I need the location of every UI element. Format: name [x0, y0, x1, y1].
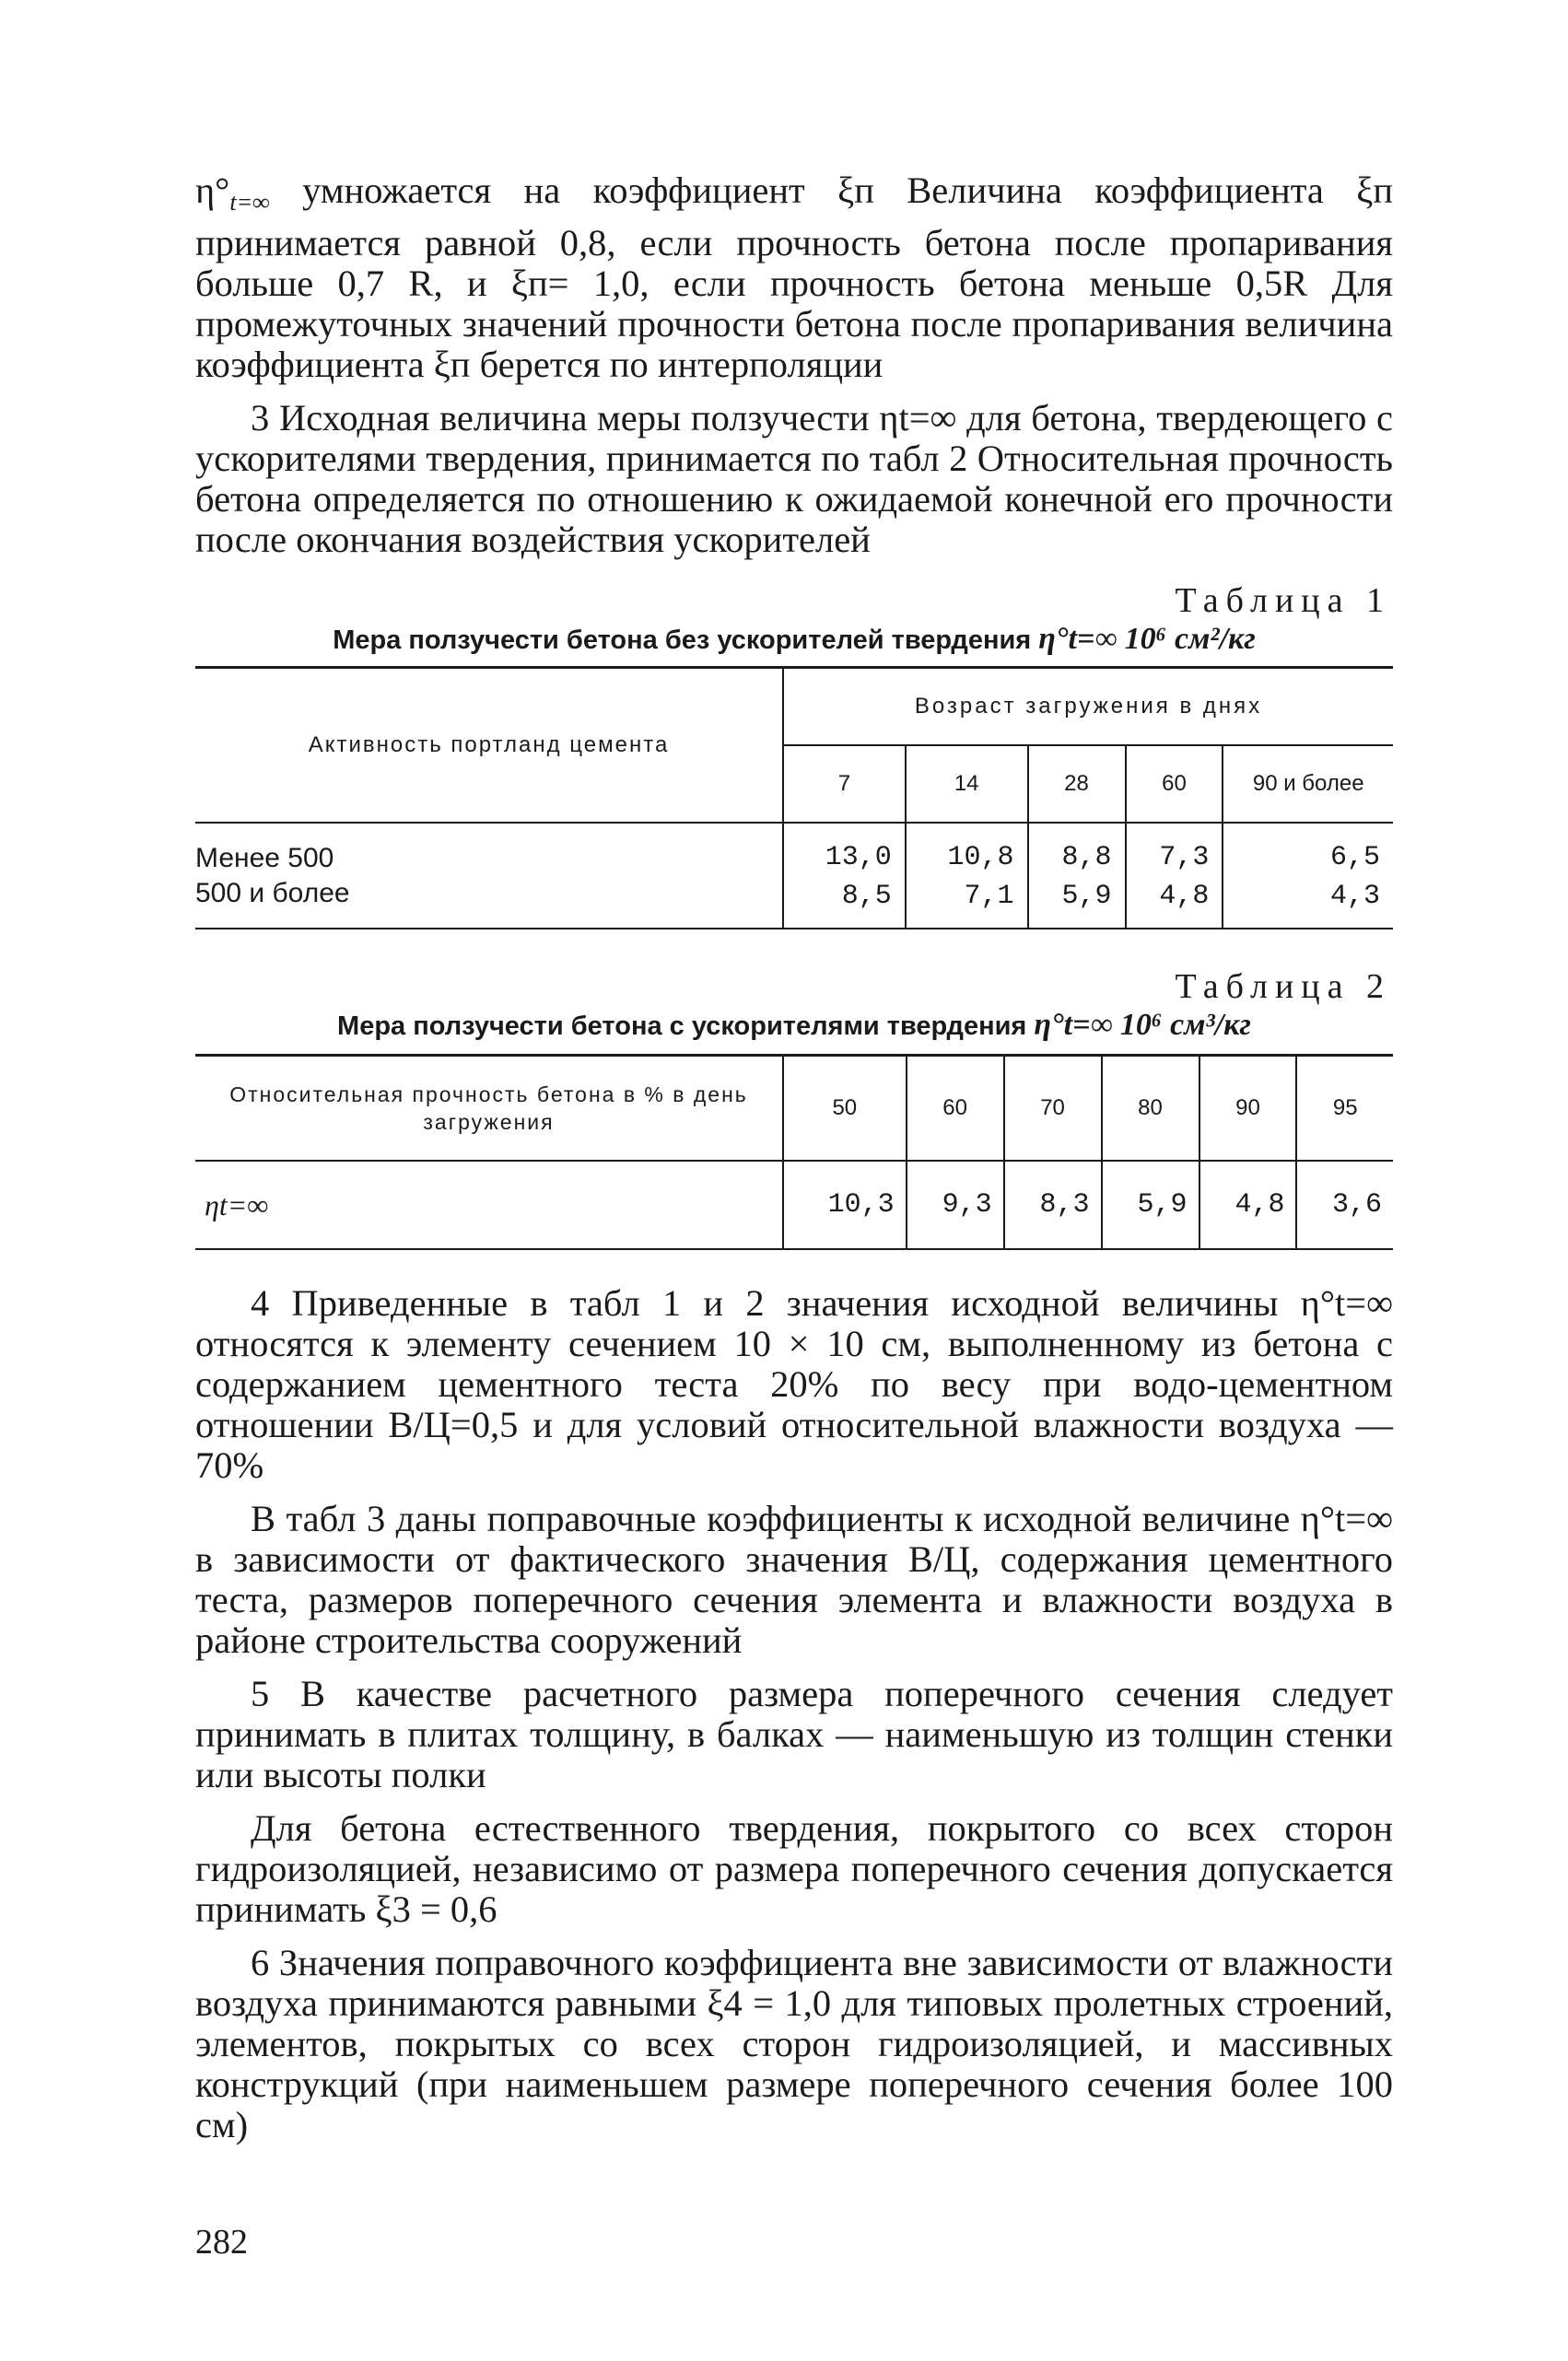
table2-column-header: 70 [1004, 1056, 1102, 1162]
paragraph-3: 4 Приведенные в табл 1 и 2 значения исходной величины η°t=∞ относятся к элементу сечением 10 × 10 см, выполненному из бетона с содержанием цементного теста 20% по весу при водо-цементном отношении В/Ц=0,5 и для условий относительной влажности воздуха — 70% [195, 1282, 1393, 1486]
table1-group-header: Возраст загружения в днях [783, 668, 1393, 746]
table1-cell: 8,8 [1028, 823, 1126, 876]
table2-column-header: 95 [1296, 1056, 1393, 1162]
table1-row-header: Активность портланд цемента [195, 668, 783, 824]
table2-column-header: 50 [783, 1056, 907, 1162]
table1-cell: 4,8 [1126, 876, 1223, 929]
paragraph-1 [195, 170, 1393, 385]
table2-cell: 9,3 [907, 1161, 1004, 1249]
table2-cell: 4,8 [1199, 1161, 1297, 1249]
table1-caption: Таблица 1 [1175, 581, 1391, 620]
table2 [195, 1054, 1393, 1250]
table2-title-symbol: η°t=∞ [1034, 1008, 1113, 1042]
paragraph-2: 3 Исходная величина меры ползучести ηt=∞ для бетона, твердеющего с ускорителями твердения, принимается по табл 2 Относительная прочность бетона определяется по отношению к ожидаемой конечной его прочности после окончания воздействия ускорителей [195, 397, 1393, 560]
paragraph-7: 6 Значения поправочного коэффициента вне зависимости от влажности воздуха принимаются равными ξ4 = 1,0 для типовых пролетных строений, элементов, покрытых со всех сторон гидроизоляцией, и массивных конструкций (при наименьшем размере поперечного сечения более 100 см) [195, 1942, 1393, 2145]
table2-cell: 3,6 [1331, 1189, 1382, 1221]
table1-age: 60 [1126, 745, 1223, 823]
table2-column-header: 80 [1102, 1056, 1199, 1162]
table-row [195, 876, 1393, 929]
table1-row-label: 500 и более [195, 876, 783, 929]
table1-cell: 7,1 [906, 876, 1028, 929]
table1-age: 14 [906, 745, 1028, 823]
table2-cell: 5,9 [1102, 1161, 1199, 1249]
table1-cell: 4,3 [1329, 880, 1380, 912]
table1-age: 90 и более [1252, 771, 1364, 796]
table1-age: 7 [783, 745, 906, 823]
table2-column-header: 60 [907, 1056, 1004, 1162]
table1-title-symbol: η°t=∞ [1038, 622, 1117, 656]
table1-cell: 13,0 [783, 823, 906, 876]
table1-cell: 10,8 [906, 823, 1028, 876]
table2-cell: 10,3 [783, 1161, 907, 1249]
table2-column-header: 90 [1199, 1056, 1297, 1162]
paragraph-5: 5 В качестве расчетного размера поперечного сечения следует принимать в плитах толщину, в балках — наименьшую из толщин стенки или высоты полки [195, 1673, 1393, 1795]
page-number: 282 [195, 2223, 248, 2262]
table1-cell: 8,5 [783, 876, 906, 929]
paragraph-4: В табл 3 даны поправочные коэффициенты к исходной величине η°t=∞ в зависимости от фактического значения В/Ц, содержания цементного теста, размеров поперечного сечения элемента и влажности воздуха в районе строительства сооружений [195, 1498, 1393, 1661]
table1-title-unit: 10⁶ см²/кг [1124, 622, 1256, 656]
table2-row-label: ηt=∞ [195, 1161, 783, 1249]
table-row [195, 1161, 1393, 1249]
page-content [195, 170, 1393, 2145]
table1-age: 28 [1028, 745, 1126, 823]
table1-row-label: Менее 500 [195, 823, 783, 876]
paragraph-1-text: умножается на коэффициент ξп Величина коэффициента ξп принимается равной 0,8, если прочность бетона после пропаривания больше 0,7 R, и ξп= 1,0, если прочность бетона меньше 0,5R Для промежуточных значений прочности бетона после пропаривания величина коэффициента ξп берется по интерполяции [195, 169, 1394, 385]
table1-cell: 5,9 [1028, 876, 1126, 929]
table2-title [195, 1007, 1393, 1045]
table2-title-unit: 10⁶ см³/кг [1119, 1008, 1251, 1042]
paragraph-6: Для бетона естественного твердения, покрытого со всех сторон гидроизоляцией, независимо от размера поперечного сечения допускается принимать ξ3 = 0,6 [195, 1807, 1393, 1930]
eta-subscript: t=∞ [229, 189, 270, 216]
table2-title-text: Мера ползучести бетона с ускорителями твердения [337, 1011, 1027, 1041]
table1 [195, 666, 1393, 929]
table2-caption: Таблица 2 [1175, 967, 1391, 1006]
eta-symbol: η° [195, 169, 230, 211]
table1-title-text: Мера ползучести бетона без ускорителей твердения [333, 625, 1032, 655]
table-row [195, 823, 1393, 876]
table1-cell: 6,5 [1329, 842, 1380, 873]
table1-cell: 7,3 [1126, 823, 1223, 876]
table2-cell: 8,3 [1004, 1161, 1102, 1249]
table1-title [195, 621, 1393, 659]
table2-row-header: Относительная прочность бетона в % в день загружения [195, 1056, 783, 1162]
